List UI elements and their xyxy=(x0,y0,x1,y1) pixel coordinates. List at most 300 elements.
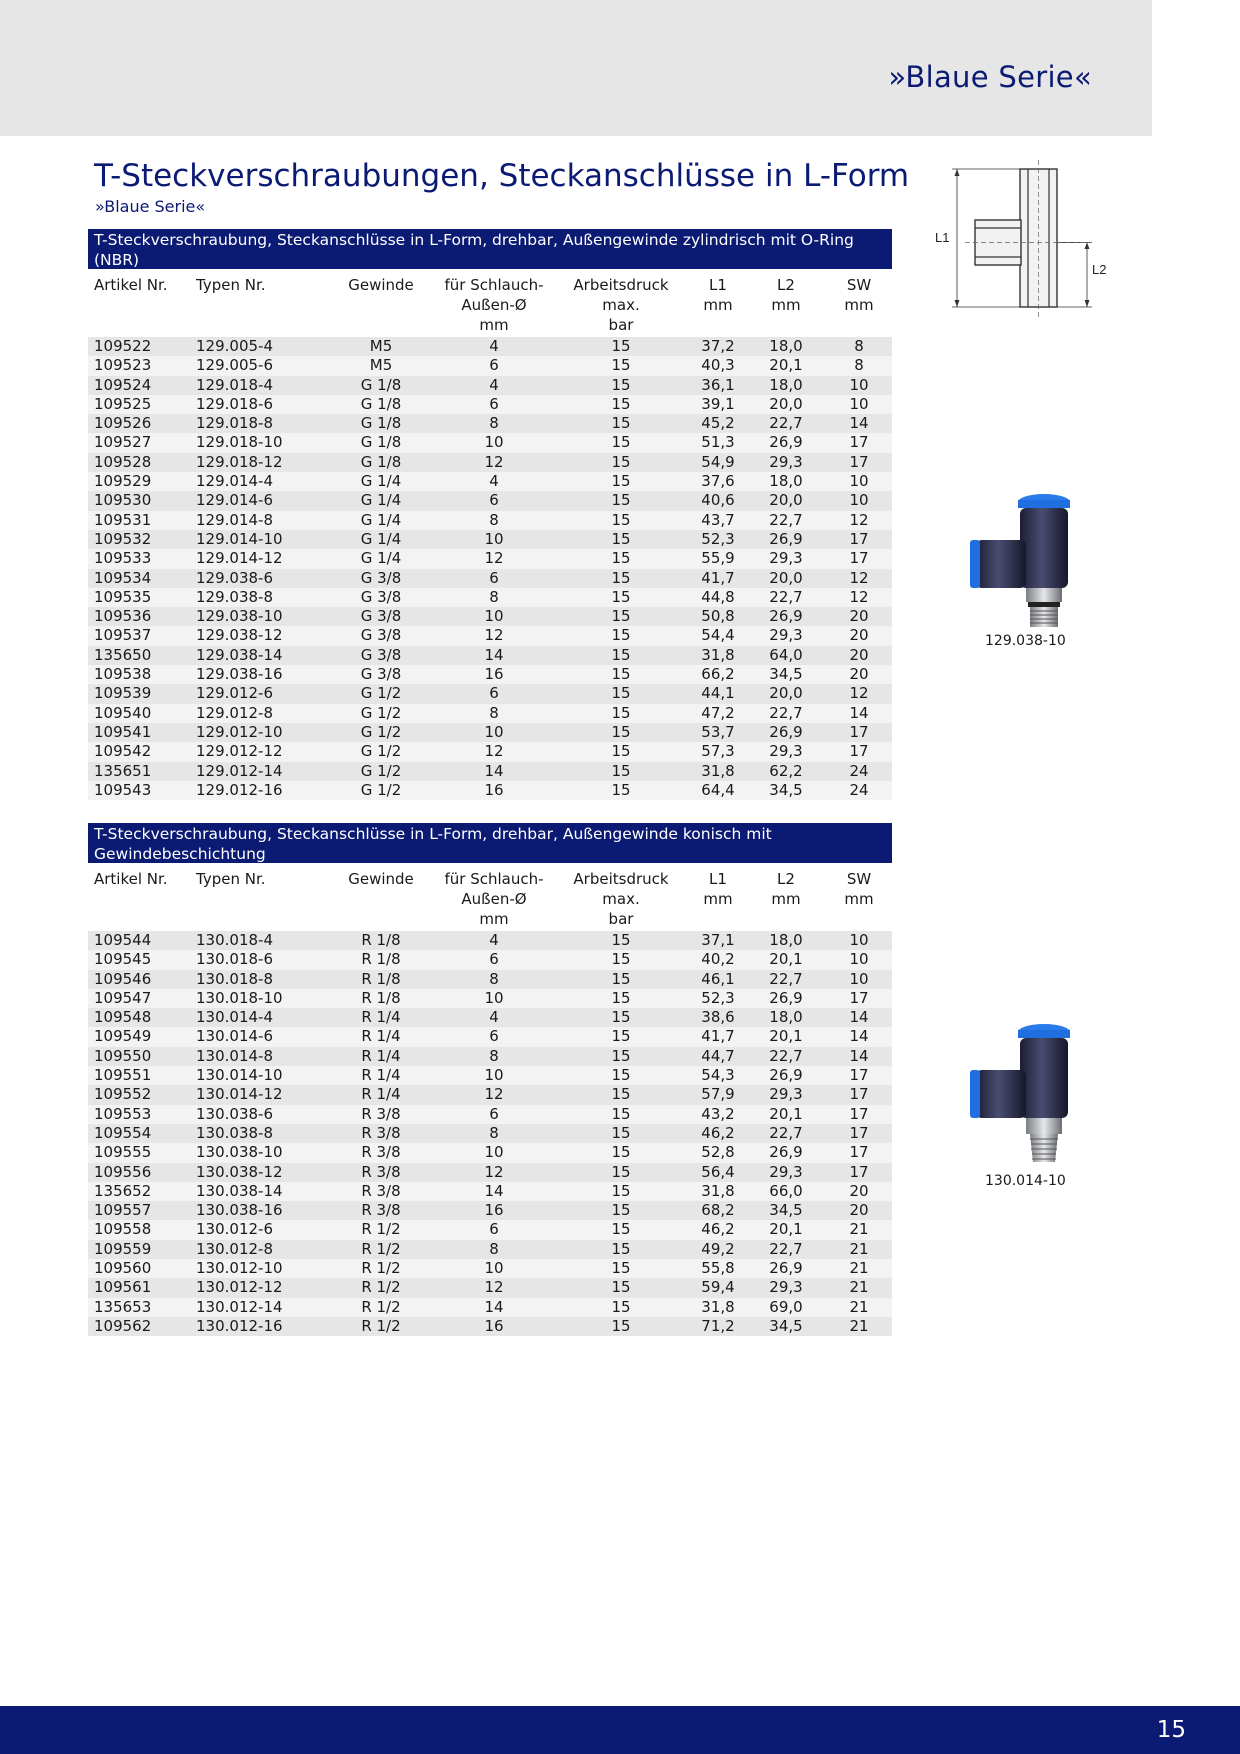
table-row xyxy=(88,1317,892,1336)
section-heading: T-Steckverschraubung, Steckanschlüsse in L-Form, drehbar, Außengewinde konisch mit Gewindebeschichtung xyxy=(88,823,892,863)
table-cell: 10 xyxy=(849,472,869,491)
table-row xyxy=(88,950,892,969)
table-cell: 130.012-14 xyxy=(196,1297,283,1316)
table-cell: 109562 xyxy=(94,1316,152,1335)
col-druck: Arbeitsdruck max. bar xyxy=(573,276,669,334)
table-cell: 46,1 xyxy=(701,969,735,988)
table-cell: 20 xyxy=(849,645,869,664)
table-cell: G 1/8 xyxy=(360,452,402,471)
table-cell: 6 xyxy=(489,950,499,969)
table-cell: 129.014-10 xyxy=(196,529,283,548)
table-cell: 109527 xyxy=(94,433,152,452)
table-cell: 49,2 xyxy=(701,1239,735,1258)
page-number: 15 xyxy=(1156,1717,1186,1743)
table-cell: 15 xyxy=(611,491,631,510)
table-cell: 20,1 xyxy=(769,1104,803,1123)
table-cell: 15 xyxy=(611,356,631,375)
table-cell: 15 xyxy=(611,1316,631,1335)
table-cell: 44,7 xyxy=(701,1046,735,1065)
table-cell: 29,3 xyxy=(769,452,803,471)
table-cell: R 1/8 xyxy=(361,969,401,988)
table-cell: 66,0 xyxy=(769,1181,803,1200)
table-cell: 4 xyxy=(489,472,499,491)
table-cell: 6 xyxy=(489,1104,499,1123)
table-cell: 26,9 xyxy=(769,988,803,1007)
table-cell: 130.038-12 xyxy=(196,1162,283,1181)
table-row xyxy=(88,723,892,742)
table-cell: 129.012-8 xyxy=(196,703,273,722)
table-cell: 17 xyxy=(849,452,869,471)
table-cell: 109529 xyxy=(94,472,152,491)
table-row xyxy=(88,762,892,781)
table-cell: 109552 xyxy=(94,1085,152,1104)
table-cell: 109531 xyxy=(94,510,152,529)
table-cell: G 1/8 xyxy=(360,375,402,394)
table-cell: 15 xyxy=(611,472,631,491)
col-schlauch: für Schlauch- Außen-Ø mm xyxy=(444,276,544,334)
table-cell: 109528 xyxy=(94,452,152,471)
table-cell: 15 xyxy=(611,1162,631,1181)
table-cell: 14 xyxy=(849,414,869,433)
table-cell: 10 xyxy=(484,1259,504,1278)
table-cell: 10 xyxy=(484,1143,504,1162)
table-row xyxy=(88,626,892,645)
table-header-row xyxy=(88,863,892,931)
table-cell: 15 xyxy=(611,394,631,413)
table-cell: 15 xyxy=(611,337,631,355)
table-cell: 6 xyxy=(489,356,499,375)
table-row xyxy=(88,433,892,452)
table-cell: 22,7 xyxy=(769,414,803,433)
table-cell: 26,9 xyxy=(769,529,803,548)
table-cell: 135652 xyxy=(94,1181,152,1200)
table-cell: 129.014-6 xyxy=(196,491,273,510)
table-cell: 15 xyxy=(611,950,631,969)
table-row xyxy=(88,414,892,433)
table-cell: 10 xyxy=(849,394,869,413)
product-photo-129-038-10 xyxy=(964,490,1074,640)
table-cell: 66,2 xyxy=(701,665,735,684)
table-row xyxy=(88,1298,892,1317)
table-cell: 34,5 xyxy=(769,780,803,799)
table-row xyxy=(88,781,892,800)
table-cell: 54,4 xyxy=(701,626,735,645)
table-cell: 8 xyxy=(489,587,499,606)
table-cell: 15 xyxy=(611,414,631,433)
table-cell: 31,8 xyxy=(701,1181,735,1200)
table-cell: 4 xyxy=(489,337,499,355)
table-row xyxy=(88,1066,892,1085)
table-cell: 20,0 xyxy=(769,394,803,413)
table-cell: 135651 xyxy=(94,761,152,780)
table-cell: 20 xyxy=(849,1181,869,1200)
col-druck: Arbeitsdruck max. bar xyxy=(573,870,669,928)
table-cell: R 3/8 xyxy=(361,1181,401,1200)
table-cell: 15 xyxy=(611,1123,631,1142)
table-cell: 20,1 xyxy=(769,1027,803,1046)
table-cell: 12 xyxy=(484,1085,504,1104)
table-cell: 6 xyxy=(489,1027,499,1046)
table-row xyxy=(88,491,892,510)
table-cell: G 1/8 xyxy=(360,433,402,452)
table-row xyxy=(88,665,892,684)
table-cell: 17 xyxy=(849,1162,869,1181)
table-row xyxy=(88,511,892,530)
table-cell: 129.012-14 xyxy=(196,761,283,780)
table-cell: 109547 xyxy=(94,988,152,1007)
photo-caption: 130.014-10 xyxy=(985,1173,1066,1189)
table-cell: 129.012-12 xyxy=(196,742,283,761)
table-cell: 4 xyxy=(489,931,499,949)
table-cell: 10 xyxy=(849,375,869,394)
diagram-body-vertical xyxy=(1020,169,1057,307)
table-cell: 20 xyxy=(849,1201,869,1220)
table-row xyxy=(88,1105,892,1124)
table-cell: 43,7 xyxy=(701,510,735,529)
table-row xyxy=(88,588,892,607)
table-row xyxy=(88,530,892,549)
table-cell: R 1/4 xyxy=(361,1046,401,1065)
col-gewinde: Gewinde xyxy=(348,870,414,888)
table-cell: 129.038-16 xyxy=(196,665,283,684)
table-row xyxy=(88,970,892,989)
table-cell: 64,4 xyxy=(701,780,735,799)
dimension-diagram xyxy=(930,160,1120,320)
table-cell: G 1/4 xyxy=(360,529,402,548)
table-cell: 29,3 xyxy=(769,626,803,645)
table-cell: 26,9 xyxy=(769,722,803,741)
table-cell: G 1/4 xyxy=(360,472,402,491)
table-cell: 20,0 xyxy=(769,491,803,510)
table-cell: 21 xyxy=(849,1278,869,1297)
table-cell: G 1/2 xyxy=(360,761,402,780)
table-cell: 10 xyxy=(484,529,504,548)
product-table-conical xyxy=(88,863,892,1336)
table-cell: 6 xyxy=(489,394,499,413)
table-cell: 8 xyxy=(489,969,499,988)
section-conical xyxy=(88,823,892,1336)
table-cell: 52,8 xyxy=(701,1143,735,1162)
col-l1: L1 mm xyxy=(703,276,733,314)
table-cell: 29,3 xyxy=(769,1162,803,1181)
table-cell: 109535 xyxy=(94,587,152,606)
table-cell: 17 xyxy=(849,1085,869,1104)
table-cell: 18,0 xyxy=(769,337,803,355)
table-cell: 22,7 xyxy=(769,703,803,722)
table-cell: 15 xyxy=(611,1027,631,1046)
table-cell: 12 xyxy=(849,510,869,529)
table-cell: 20,0 xyxy=(769,684,803,703)
table-cell: G 1/4 xyxy=(360,549,402,568)
table-cell: R 1/4 xyxy=(361,1066,401,1085)
table-row xyxy=(88,704,892,723)
table-cell: 51,3 xyxy=(701,433,735,452)
table-cell: 17 xyxy=(849,549,869,568)
table-cell: 15 xyxy=(611,1143,631,1162)
table-cell: 109545 xyxy=(94,950,152,969)
table-row xyxy=(88,472,892,491)
table-cell: 68,2 xyxy=(701,1201,735,1220)
table-cell: 135650 xyxy=(94,645,152,664)
table-cell: 109560 xyxy=(94,1259,152,1278)
table-cell: R 1/8 xyxy=(361,931,401,949)
table-cell: 17 xyxy=(849,1143,869,1162)
table-cell: 8 xyxy=(489,1239,499,1258)
table-cell: 130.038-10 xyxy=(196,1143,283,1162)
table-cell: 109543 xyxy=(94,780,152,799)
table-cell: 55,9 xyxy=(701,549,735,568)
table-cell: 17 xyxy=(849,1066,869,1085)
table-cell: 109524 xyxy=(94,375,152,394)
table-cell: 54,3 xyxy=(701,1066,735,1085)
table-cell: 17 xyxy=(849,722,869,741)
table-cell: 129.038-6 xyxy=(196,568,273,587)
table-cell: 57,3 xyxy=(701,742,735,761)
table-row xyxy=(88,569,892,588)
table-cell: 14 xyxy=(849,703,869,722)
table-cell: 18,0 xyxy=(769,375,803,394)
table-cell: 4 xyxy=(489,375,499,394)
table-cell: 44,8 xyxy=(701,587,735,606)
table-cell: 22,7 xyxy=(769,587,803,606)
table-cell: 34,5 xyxy=(769,665,803,684)
table-cell: 22,7 xyxy=(769,1046,803,1065)
table-cell: 21 xyxy=(849,1220,869,1239)
table-cell: 109522 xyxy=(94,337,152,355)
table-cell: 10 xyxy=(484,988,504,1007)
table-cell: 109549 xyxy=(94,1027,152,1046)
table-row xyxy=(88,376,892,395)
table-cell: 29,3 xyxy=(769,549,803,568)
table-cell: 15 xyxy=(611,607,631,626)
table-cell: 130.014-8 xyxy=(196,1046,273,1065)
table-cell: G 1/4 xyxy=(360,510,402,529)
table-header-row xyxy=(88,269,892,337)
table-cell: 26,9 xyxy=(769,1143,803,1162)
table-cell: 130.018-6 xyxy=(196,950,273,969)
table-cell: 69,0 xyxy=(769,1297,803,1316)
table-cell: 109548 xyxy=(94,1008,152,1027)
table-cell: 6 xyxy=(489,491,499,510)
table-row xyxy=(88,1220,892,1239)
table-cell: 15 xyxy=(611,703,631,722)
table-cell: 15 xyxy=(611,626,631,645)
product-table-cylindrical xyxy=(88,269,892,800)
table-cell: 130.014-4 xyxy=(196,1008,273,1027)
table-cell: 12 xyxy=(849,684,869,703)
table-cell: 15 xyxy=(611,1278,631,1297)
table-cell: 21 xyxy=(849,1316,869,1335)
table-cell: 16 xyxy=(484,1316,504,1335)
col-sw: SW mm xyxy=(844,870,874,908)
table-cell: 17 xyxy=(849,1104,869,1123)
table-cell: 20 xyxy=(849,607,869,626)
table-cell: 22,7 xyxy=(769,969,803,988)
table-cell: 15 xyxy=(611,645,631,664)
table-cell: 15 xyxy=(611,1220,631,1239)
table-cell: 15 xyxy=(611,1046,631,1065)
table-cell: 15 xyxy=(611,1066,631,1085)
table-cell: G 1/2 xyxy=(360,722,402,741)
table-cell: 129.038-12 xyxy=(196,626,283,645)
table-cell: 12 xyxy=(849,587,869,606)
photo-caption: 129.038-10 xyxy=(985,633,1066,649)
table-cell: 64,0 xyxy=(769,645,803,664)
table-row xyxy=(88,1027,892,1046)
table-cell: 130.038-8 xyxy=(196,1123,273,1142)
table-cell: G 3/8 xyxy=(360,665,402,684)
col-gewinde: Gewinde xyxy=(348,276,414,294)
table-cell: 129.012-6 xyxy=(196,684,273,703)
table-cell: 129.038-14 xyxy=(196,645,283,664)
table-cell: 14 xyxy=(484,1297,504,1316)
col-l1: L1 mm xyxy=(703,870,733,908)
table-cell: 45,2 xyxy=(701,414,735,433)
table-cell: 109556 xyxy=(94,1162,152,1181)
page-subtitle: »Blaue Serie« xyxy=(95,197,206,216)
table-cell: M5 xyxy=(369,337,393,355)
table-row xyxy=(88,453,892,472)
table-cell: G 3/8 xyxy=(360,626,402,645)
table-row xyxy=(88,1259,892,1278)
table-cell: 129.014-12 xyxy=(196,549,283,568)
table-row xyxy=(88,646,892,665)
table-cell: 4 xyxy=(489,1008,499,1027)
table-cell: 15 xyxy=(611,529,631,548)
table-row xyxy=(88,1085,892,1104)
table-cell: 34,5 xyxy=(769,1316,803,1335)
table-cell: 20,1 xyxy=(769,950,803,969)
table-cell: 39,1 xyxy=(701,394,735,413)
table-cell: 15 xyxy=(611,988,631,1007)
table-cell: 130.014-6 xyxy=(196,1027,273,1046)
table-cell: 130.018-8 xyxy=(196,969,273,988)
table-row xyxy=(88,1240,892,1259)
table-cell: 109540 xyxy=(94,703,152,722)
table-cell: 15 xyxy=(611,761,631,780)
table-cell: R 1/2 xyxy=(361,1278,401,1297)
table-cell: 55,8 xyxy=(701,1259,735,1278)
table-cell: 8 xyxy=(489,1046,499,1065)
table-cell: 40,3 xyxy=(701,356,735,375)
table-cell: 129.018-4 xyxy=(196,375,273,394)
table-cell: 14 xyxy=(484,761,504,780)
table-cell: 129.005-6 xyxy=(196,356,273,375)
table-cell: R 1/2 xyxy=(361,1239,401,1258)
table-cell: 130.018-4 xyxy=(196,931,273,949)
table-cell: 15 xyxy=(611,931,631,949)
table-cell: 17 xyxy=(849,1123,869,1142)
table-cell: 46,2 xyxy=(701,1220,735,1239)
table-cell: 59,4 xyxy=(701,1278,735,1297)
table-cell: 20 xyxy=(849,665,869,684)
table-cell: 57,9 xyxy=(701,1085,735,1104)
table-row xyxy=(88,337,892,356)
table-cell: 130.012-10 xyxy=(196,1259,283,1278)
table-cell: R 3/8 xyxy=(361,1201,401,1220)
table-cell: 24 xyxy=(849,761,869,780)
table-cell: 109551 xyxy=(94,1066,152,1085)
table-cell: 130.038-6 xyxy=(196,1104,273,1123)
product-photo-130-014-10 xyxy=(964,1020,1074,1170)
table-cell: 26,9 xyxy=(769,607,803,626)
table-cell: 16 xyxy=(484,665,504,684)
page-title: T-Steckverschraubungen, Steckanschlüsse in L-Form xyxy=(94,158,910,194)
table-cell: 130.012-16 xyxy=(196,1316,283,1335)
table-row xyxy=(88,1008,892,1027)
table-cell: 129.014-4 xyxy=(196,472,273,491)
table-cell: 130.038-14 xyxy=(196,1181,283,1200)
table-cell: R 1/4 xyxy=(361,1085,401,1104)
table-row xyxy=(88,356,892,375)
table-cell: 12 xyxy=(484,452,504,471)
table-cell: G 1/8 xyxy=(360,414,402,433)
table-row xyxy=(88,1278,892,1297)
table-cell: 46,2 xyxy=(701,1123,735,1142)
table-cell: 16 xyxy=(484,1201,504,1220)
col-artikel: Artikel Nr. xyxy=(94,276,168,294)
table-cell: 109525 xyxy=(94,394,152,413)
table-cell: R 1/8 xyxy=(361,988,401,1007)
table-cell: 109523 xyxy=(94,356,152,375)
table-cell: 8 xyxy=(489,1123,499,1142)
table-cell: 22,7 xyxy=(769,1239,803,1258)
table-cell: 12 xyxy=(849,568,869,587)
table-cell: R 3/8 xyxy=(361,1143,401,1162)
table-cell: 109538 xyxy=(94,665,152,684)
table-cell: 109544 xyxy=(94,931,152,949)
table-row xyxy=(88,989,892,1008)
table-cell: G 1/4 xyxy=(360,491,402,510)
table-cell: 109555 xyxy=(94,1143,152,1162)
table-row xyxy=(88,1201,892,1220)
col-sw: SW mm xyxy=(844,276,874,314)
table-cell: G 3/8 xyxy=(360,645,402,664)
table-cell: 135653 xyxy=(94,1297,152,1316)
table-cell: 109546 xyxy=(94,969,152,988)
table-cell: 15 xyxy=(611,742,631,761)
table-cell: 17 xyxy=(849,433,869,452)
table-cell: R 1/2 xyxy=(361,1297,401,1316)
table-cell: 6 xyxy=(489,684,499,703)
table-row xyxy=(88,1163,892,1182)
table-cell: 22,7 xyxy=(769,510,803,529)
diagram-label-l2: L2 xyxy=(1092,262,1107,277)
table-cell: 12 xyxy=(484,1162,504,1181)
table-cell: M5 xyxy=(369,356,393,375)
table-cell: 8 xyxy=(854,337,864,355)
table-cell: 21 xyxy=(849,1259,869,1278)
table-cell: R 3/8 xyxy=(361,1123,401,1142)
table-cell: 56,4 xyxy=(701,1162,735,1181)
table-cell: G 3/8 xyxy=(360,587,402,606)
col-l2: L2 mm xyxy=(771,276,801,314)
table-cell: 12 xyxy=(484,626,504,645)
table-cell: 15 xyxy=(611,587,631,606)
table-cell: 52,3 xyxy=(701,988,735,1007)
table-cell: 34,5 xyxy=(769,1201,803,1220)
table-cell: 15 xyxy=(611,722,631,741)
section-heading: T-Steckverschraubung, Steckanschlüsse in L-Form, drehbar, Außengewinde zylindrisch mit O-Ring (NBR) xyxy=(88,229,892,269)
table-row xyxy=(88,1182,892,1201)
table-cell: 26,9 xyxy=(769,1066,803,1085)
table-cell: 44,1 xyxy=(701,684,735,703)
table-cell: 10 xyxy=(484,1066,504,1085)
table-cell: 36,1 xyxy=(701,375,735,394)
table-cell: 6 xyxy=(489,568,499,587)
table-cell: 109541 xyxy=(94,722,152,741)
table-cell: 50,8 xyxy=(701,607,735,626)
